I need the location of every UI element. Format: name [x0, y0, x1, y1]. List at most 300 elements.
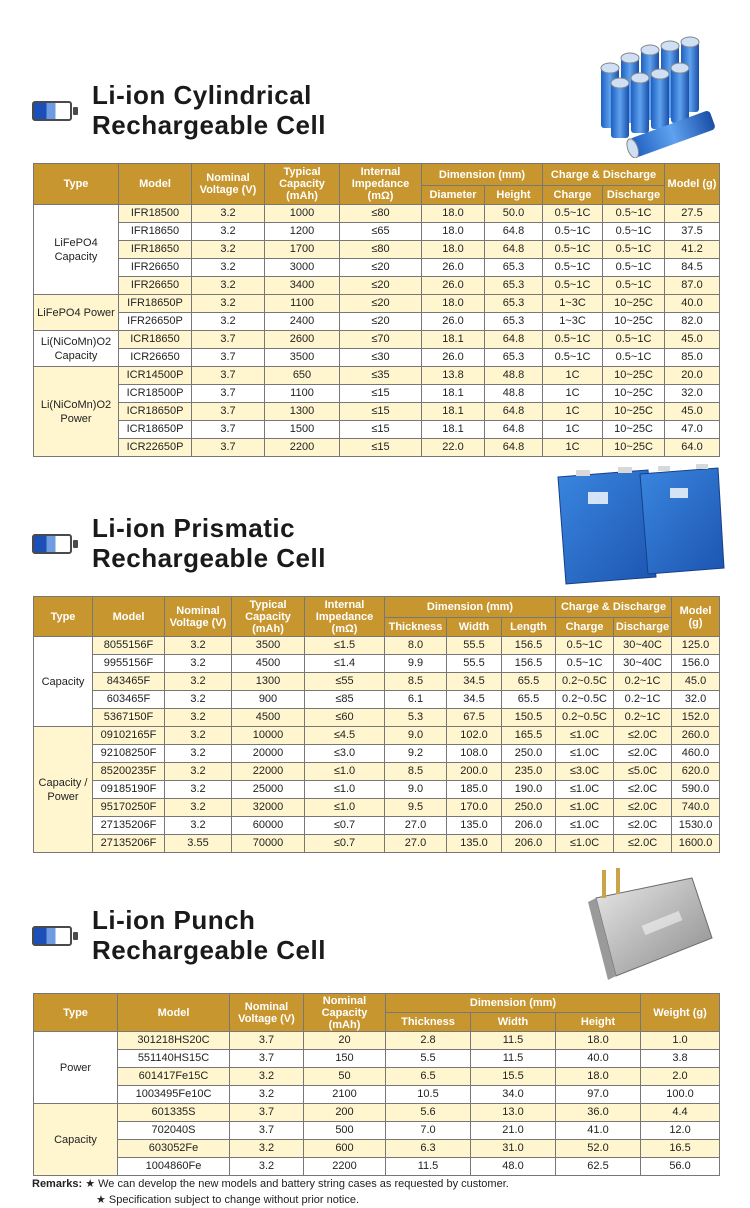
- table-cell: 0.2~0.5C: [556, 673, 614, 691]
- table-cell: 50.0: [485, 205, 543, 223]
- table-cell: 3000: [265, 259, 340, 277]
- table-cell: ≤3.0C: [556, 763, 614, 781]
- table-cell: 0.5~1C: [543, 223, 603, 241]
- table-cell: 1C: [543, 439, 603, 457]
- type-cell: Power: [34, 1032, 118, 1104]
- table-cell: 1530.0: [672, 817, 720, 835]
- remarks-line2: ★ Specification subject to change without prior notice.: [96, 1194, 360, 1206]
- table-cell: 3.2: [230, 1086, 304, 1104]
- table-cell: ≤1.0C: [556, 817, 614, 835]
- table-cell: 3.2: [192, 295, 265, 313]
- table-cell: 1700: [265, 241, 340, 259]
- table-cell: 5367150F: [93, 709, 165, 727]
- table-cell: 10~25C: [603, 313, 665, 331]
- table-cell: ≤2.0C: [614, 781, 672, 799]
- table-cell: 601417Fe15C: [118, 1068, 230, 1086]
- table-cell: 37.5: [665, 223, 720, 241]
- table-cell: 45.0: [672, 673, 720, 691]
- table-cell: 5.6: [386, 1104, 471, 1122]
- remarks-label: Remarks:: [32, 1178, 83, 1190]
- table-cell: 0.5~1C: [603, 259, 665, 277]
- table-cell: ≤2.0C: [614, 817, 672, 835]
- table-cell: 603052Fe: [118, 1140, 230, 1158]
- table-cell: ICR26650: [119, 349, 192, 367]
- table-cell: 62.5: [556, 1158, 641, 1176]
- table-cell: ≤70: [340, 331, 422, 349]
- table-cell: 150: [304, 1050, 386, 1068]
- table-cell: 27135206F: [93, 835, 165, 853]
- table-cell: 18.0: [422, 205, 485, 223]
- table-cell: 0.5~1C: [543, 331, 603, 349]
- pouch-spec-table: [33, 993, 720, 1176]
- table-cell: 95170250F: [93, 799, 165, 817]
- table-cell: 67.5: [447, 709, 502, 727]
- table-cell: 301218HS20C: [118, 1032, 230, 1050]
- table-cell: 32000: [232, 799, 305, 817]
- table-cell: 3.7: [192, 439, 265, 457]
- table-cell: 10~25C: [603, 421, 665, 439]
- table-cell: 206.0: [502, 817, 556, 835]
- remarks: [32, 1176, 509, 1208]
- table-row: [34, 637, 720, 655]
- table-cell: 1200: [265, 223, 340, 241]
- table-cell: 11.5: [471, 1032, 556, 1050]
- table-cell: 18.0: [556, 1032, 641, 1050]
- table-cell: IFR26650: [119, 277, 192, 295]
- table-cell: ICR18500P: [119, 385, 192, 403]
- table-cell: ≤2.0C: [614, 835, 672, 853]
- table-cell: ≤1.0C: [556, 745, 614, 763]
- table-cell: 09185190F: [93, 781, 165, 799]
- section2-heading: [32, 513, 326, 573]
- table-cell: 85.0: [665, 349, 720, 367]
- battery-charging-icon: [32, 920, 80, 950]
- table-cell: ICR18650P: [119, 403, 192, 421]
- table-cell: 3.2: [230, 1158, 304, 1176]
- table-row: [34, 673, 720, 691]
- table-cell: 3.7: [230, 1032, 304, 1050]
- table-cell: 500: [304, 1122, 386, 1140]
- col-diameter: Diameter: [422, 186, 485, 205]
- section3-heading: [32, 905, 326, 965]
- table-cell: 36.0: [556, 1104, 641, 1122]
- table-row: [34, 763, 720, 781]
- table-cell: ≤80: [340, 241, 422, 259]
- type-cell: Capacity / Power: [34, 727, 93, 853]
- table-cell: 3.2: [192, 205, 265, 223]
- table-cell: ICR18650: [119, 331, 192, 349]
- table-row: [34, 1158, 720, 1176]
- table-cell: 32.0: [665, 385, 720, 403]
- table-row: [34, 295, 720, 313]
- table-cell: 70000: [232, 835, 305, 853]
- table-cell: 1100: [265, 295, 340, 313]
- table-cell: 108.0: [447, 745, 502, 763]
- table-row: [34, 241, 720, 259]
- table-cell: 843465F: [93, 673, 165, 691]
- table-cell: 47.0: [665, 421, 720, 439]
- table-cell: 10000: [232, 727, 305, 745]
- col-weight: Model (g): [665, 164, 720, 205]
- col-charge-discharge: Charge & Discharge: [543, 164, 665, 186]
- type-cell: Li(NiCoMn)O2 Power: [34, 367, 119, 457]
- table-cell: 0.5~1C: [556, 655, 614, 673]
- table-cell: 48.8: [485, 367, 543, 385]
- table-row: [34, 691, 720, 709]
- table-cell: 11.5: [386, 1158, 471, 1176]
- table-row: [34, 331, 720, 349]
- col-capacity: Nominal Capacity (mAh): [304, 994, 386, 1032]
- table-cell: 3.7: [192, 385, 265, 403]
- table-cell: 64.8: [485, 331, 543, 349]
- table-cell: 3.7: [192, 367, 265, 385]
- table-cell: ≤1.0: [305, 763, 385, 781]
- table-cell: 10~25C: [603, 385, 665, 403]
- table-row: [34, 205, 720, 223]
- table-cell: 65.3: [485, 259, 543, 277]
- table-cell: 87.0: [665, 277, 720, 295]
- col-charge: Charge: [556, 618, 614, 637]
- table-cell: 206.0: [502, 835, 556, 853]
- table-cell: 170.0: [447, 799, 502, 817]
- table-cell: 3.7: [230, 1050, 304, 1068]
- table-cell: 3.2: [230, 1140, 304, 1158]
- table-cell: 0.5~1C: [603, 205, 665, 223]
- table-cell: ≤15: [340, 403, 422, 421]
- table-cell: 13.8: [422, 367, 485, 385]
- table-cell: 55.5: [447, 637, 502, 655]
- table-cell: 2400: [265, 313, 340, 331]
- table-cell: ICR14500P: [119, 367, 192, 385]
- col-weight: Weight (g): [641, 994, 720, 1032]
- table-cell: 7.0: [386, 1122, 471, 1140]
- table-cell: 18.1: [422, 403, 485, 421]
- table-cell: 1~3C: [543, 295, 603, 313]
- table-cell: 48.0: [471, 1158, 556, 1176]
- table-cell: 18.0: [422, 241, 485, 259]
- table-cell: 0.5~1C: [543, 277, 603, 295]
- table-cell: 5.3: [385, 709, 447, 727]
- table-row: [34, 259, 720, 277]
- table-cell: 3500: [265, 349, 340, 367]
- table-cell: 82.0: [665, 313, 720, 331]
- table-cell: 150.5: [502, 709, 556, 727]
- table-cell: 601335S: [118, 1104, 230, 1122]
- table-cell: 3.2: [165, 691, 232, 709]
- table-row: [34, 1068, 720, 1086]
- table-cell: 1C: [543, 421, 603, 439]
- table-cell: 15.5: [471, 1068, 556, 1086]
- table-cell: 13.0: [471, 1104, 556, 1122]
- table-cell: 18.1: [422, 331, 485, 349]
- table-cell: 600: [304, 1140, 386, 1158]
- table-cell: 0.2~1C: [614, 691, 672, 709]
- table-cell: 6.5: [386, 1068, 471, 1086]
- col-dimension: Dimension (mm): [386, 994, 641, 1013]
- table-cell: 3.2: [165, 655, 232, 673]
- table-cell: ≤0.7: [305, 817, 385, 835]
- col-weight: Model (g): [672, 597, 720, 637]
- col-dimension: Dimension (mm): [422, 164, 543, 186]
- table-cell: ≤1.0C: [556, 799, 614, 817]
- table-cell: ICR22650P: [119, 439, 192, 457]
- table-cell: 64.8: [485, 439, 543, 457]
- battery-charging-icon: [32, 95, 80, 125]
- table-cell: ≤5.0C: [614, 763, 672, 781]
- table-cell: 250.0: [502, 745, 556, 763]
- table-row: [34, 223, 720, 241]
- col-type: Type: [34, 994, 118, 1032]
- table-cell: 3.7: [192, 421, 265, 439]
- table-cell: 26.0: [422, 313, 485, 331]
- table-cell: 702040S: [118, 1122, 230, 1140]
- table-cell: 620.0: [672, 763, 720, 781]
- table-cell: 551140HS15C: [118, 1050, 230, 1068]
- table-cell: 4500: [232, 655, 305, 673]
- section2-title-line2: Rechargeable Cell: [92, 543, 326, 573]
- table-cell: 32.0: [672, 691, 720, 709]
- col-model: Model: [119, 164, 192, 205]
- table-row: [34, 439, 720, 457]
- table-cell: 27.5: [665, 205, 720, 223]
- table-cell: ≤3.0: [305, 745, 385, 763]
- table-cell: 152.0: [672, 709, 720, 727]
- table-cell: ≤20: [340, 277, 422, 295]
- table-cell: ≤15: [340, 439, 422, 457]
- table-cell: 135.0: [447, 835, 502, 853]
- table-row: [34, 1104, 720, 1122]
- col-thickness: Thickness: [386, 1013, 471, 1032]
- col-width: Width: [471, 1013, 556, 1032]
- table-cell: ≤1.0: [305, 781, 385, 799]
- type-cell: Li(NiCoMn)O2 Capacity: [34, 331, 119, 367]
- table-cell: 1000: [265, 205, 340, 223]
- table-cell: 56.0: [641, 1158, 720, 1176]
- table-cell: ≤55: [305, 673, 385, 691]
- table-cell: 21.0: [471, 1122, 556, 1140]
- table-row: [34, 727, 720, 745]
- table-cell: 2200: [265, 439, 340, 457]
- table-cell: 0.5~1C: [603, 223, 665, 241]
- table-cell: 0.5~1C: [603, 331, 665, 349]
- table-cell: 460.0: [672, 745, 720, 763]
- table-row: [34, 421, 720, 439]
- table-cell: 64.8: [485, 403, 543, 421]
- table-cell: 590.0: [672, 781, 720, 799]
- table-cell: 0.5~1C: [603, 349, 665, 367]
- table-cell: 0.5~1C: [543, 241, 603, 259]
- table-row: [34, 745, 720, 763]
- table-cell: ≤20: [340, 259, 422, 277]
- prismatic-spec-table: [33, 596, 720, 853]
- table-cell: 18.0: [422, 295, 485, 313]
- section1-title-line2: Rechargeable Cell: [92, 110, 326, 140]
- table-cell: 3.2: [165, 673, 232, 691]
- table-cell: 0.5~1C: [603, 241, 665, 259]
- table-cell: 1C: [543, 403, 603, 421]
- table-cell: 65.3: [485, 277, 543, 295]
- table-cell: 8.5: [385, 673, 447, 691]
- table-cell: 9.9: [385, 655, 447, 673]
- section1-title-line1: Li-ion Cylindrical: [92, 80, 312, 110]
- table-cell: 18.1: [422, 385, 485, 403]
- table-cell: 10.5: [386, 1086, 471, 1104]
- table-cell: ≤80: [340, 205, 422, 223]
- col-discharge: Discharge: [603, 186, 665, 205]
- prismatic-cells-image: [548, 462, 728, 587]
- table-cell: 34.0: [471, 1086, 556, 1104]
- table-row: [34, 403, 720, 421]
- table-cell: 9955156F: [93, 655, 165, 673]
- table-cell: 2600: [265, 331, 340, 349]
- table-cell: 0.2~1C: [614, 673, 672, 691]
- table-cell: 6.3: [386, 1140, 471, 1158]
- table-cell: 1500: [265, 421, 340, 439]
- table-cell: ≤1.0C: [556, 835, 614, 853]
- col-type: Type: [34, 597, 93, 637]
- table-cell: 135.0: [447, 817, 502, 835]
- table-cell: 1600.0: [672, 835, 720, 853]
- table-cell: 09102165F: [93, 727, 165, 745]
- table-cell: ≤15: [340, 421, 422, 439]
- table-cell: IFR18500: [119, 205, 192, 223]
- table-cell: 2100: [304, 1086, 386, 1104]
- table-cell: 3.2: [165, 727, 232, 745]
- table-cell: ≤35: [340, 367, 422, 385]
- table-row: [34, 1086, 720, 1104]
- table-cell: 1300: [232, 673, 305, 691]
- remarks-line1: ★ We can develop the new models and battery string cases as requested by customer.: [85, 1178, 509, 1190]
- table-cell: 0.5~1C: [543, 349, 603, 367]
- table-cell: 3.2: [165, 763, 232, 781]
- table-cell: 3.7: [192, 403, 265, 421]
- table-cell: 1C: [543, 367, 603, 385]
- table-cell: 3.8: [641, 1050, 720, 1068]
- table-cell: 6.1: [385, 691, 447, 709]
- table-cell: 3.2: [192, 241, 265, 259]
- table-cell: ≤4.5: [305, 727, 385, 745]
- table-cell: 200.0: [447, 763, 502, 781]
- table-cell: 4.4: [641, 1104, 720, 1122]
- table-cell: IFR18650: [119, 241, 192, 259]
- table-cell: 3.2: [165, 637, 232, 655]
- col-model: Model: [118, 994, 230, 1032]
- table-cell: 10~25C: [603, 439, 665, 457]
- table-cell: 235.0: [502, 763, 556, 781]
- table-cell: 0.5~1C: [556, 637, 614, 655]
- table-cell: 9.2: [385, 745, 447, 763]
- table-cell: 9.5: [385, 799, 447, 817]
- table-cell: 52.0: [556, 1140, 641, 1158]
- table-cell: 18.0: [422, 223, 485, 241]
- cylindrical-spec-table: [33, 163, 720, 457]
- table-cell: 45.0: [665, 403, 720, 421]
- table-cell: 156.5: [502, 637, 556, 655]
- col-capacity: Typical Capacity (mAh): [232, 597, 305, 637]
- table-cell: 64.8: [485, 241, 543, 259]
- table-cell: ≤1.5: [305, 637, 385, 655]
- table-cell: IFR18650: [119, 223, 192, 241]
- section3-title-line1: Li-ion Punch: [92, 905, 256, 935]
- col-capacity: Typical Capacity (mAh): [265, 164, 340, 205]
- table-cell: ≤2.0C: [614, 745, 672, 763]
- table-cell: 102.0: [447, 727, 502, 745]
- type-cell: LiFePO4 Capacity: [34, 205, 119, 295]
- table-cell: 9.0: [385, 727, 447, 745]
- table-cell: 18.1: [422, 421, 485, 439]
- table-cell: 3.2: [230, 1068, 304, 1086]
- table-cell: 25000: [232, 781, 305, 799]
- table-cell: 3.2: [165, 745, 232, 763]
- section2-title-line1: Li-ion Prismatic: [92, 513, 296, 543]
- table-cell: 0.5~1C: [543, 205, 603, 223]
- col-width: Width: [447, 618, 502, 637]
- table-cell: 3.2: [165, 817, 232, 835]
- table-cell: 10~25C: [603, 295, 665, 313]
- table-cell: ≤65: [340, 223, 422, 241]
- table-cell: 30~40C: [614, 655, 672, 673]
- table-cell: ≤1.4: [305, 655, 385, 673]
- table-cell: 50: [304, 1068, 386, 1086]
- table-row: [34, 1032, 720, 1050]
- table-row: [34, 799, 720, 817]
- table-cell: 0.2~0.5C: [556, 691, 614, 709]
- table-cell: 65.5: [502, 673, 556, 691]
- table-cell: 92108250F: [93, 745, 165, 763]
- table-cell: 200: [304, 1104, 386, 1122]
- table-cell: 3.55: [165, 835, 232, 853]
- table-cell: 190.0: [502, 781, 556, 799]
- table-cell: ≤2.0C: [614, 799, 672, 817]
- table-cell: 8055156F: [93, 637, 165, 655]
- table-row: [34, 655, 720, 673]
- table-cell: 0.2~0.5C: [556, 709, 614, 727]
- table-cell: 260.0: [672, 727, 720, 745]
- table-cell: 27.0: [385, 835, 447, 853]
- section1-heading: [32, 80, 326, 140]
- table-cell: 45.0: [665, 331, 720, 349]
- table-cell: 40.0: [556, 1050, 641, 1068]
- table-cell: 2200: [304, 1158, 386, 1176]
- table-cell: 3500: [232, 637, 305, 655]
- col-impedance: Internal Impedance (mΩ): [340, 164, 422, 205]
- table-row: [34, 835, 720, 853]
- cylindrical-cells-image: [585, 28, 725, 158]
- table-cell: 65.3: [485, 295, 543, 313]
- col-impedance: Internal Impedance (mΩ): [305, 597, 385, 637]
- col-type: Type: [34, 164, 119, 205]
- table-cell: 41.0: [556, 1122, 641, 1140]
- table-cell: ≤2.0C: [614, 727, 672, 745]
- table-cell: 20.0: [665, 367, 720, 385]
- table-row: [34, 1122, 720, 1140]
- table-cell: 156.5: [502, 655, 556, 673]
- table-cell: 20: [304, 1032, 386, 1050]
- table-cell: 2.0: [641, 1068, 720, 1086]
- table-cell: 64.8: [485, 223, 543, 241]
- table-cell: 125.0: [672, 637, 720, 655]
- table-cell: 22.0: [422, 439, 485, 457]
- table-cell: 3.2: [165, 781, 232, 799]
- table-cell: 3.2: [192, 259, 265, 277]
- table-cell: 10~25C: [603, 403, 665, 421]
- table-cell: 3.7: [230, 1104, 304, 1122]
- col-length: Length: [502, 618, 556, 637]
- table-cell: 22000: [232, 763, 305, 781]
- col-voltage: Nominal Voltage (V): [230, 994, 304, 1032]
- table-cell: 30~40C: [614, 637, 672, 655]
- table-cell: 740.0: [672, 799, 720, 817]
